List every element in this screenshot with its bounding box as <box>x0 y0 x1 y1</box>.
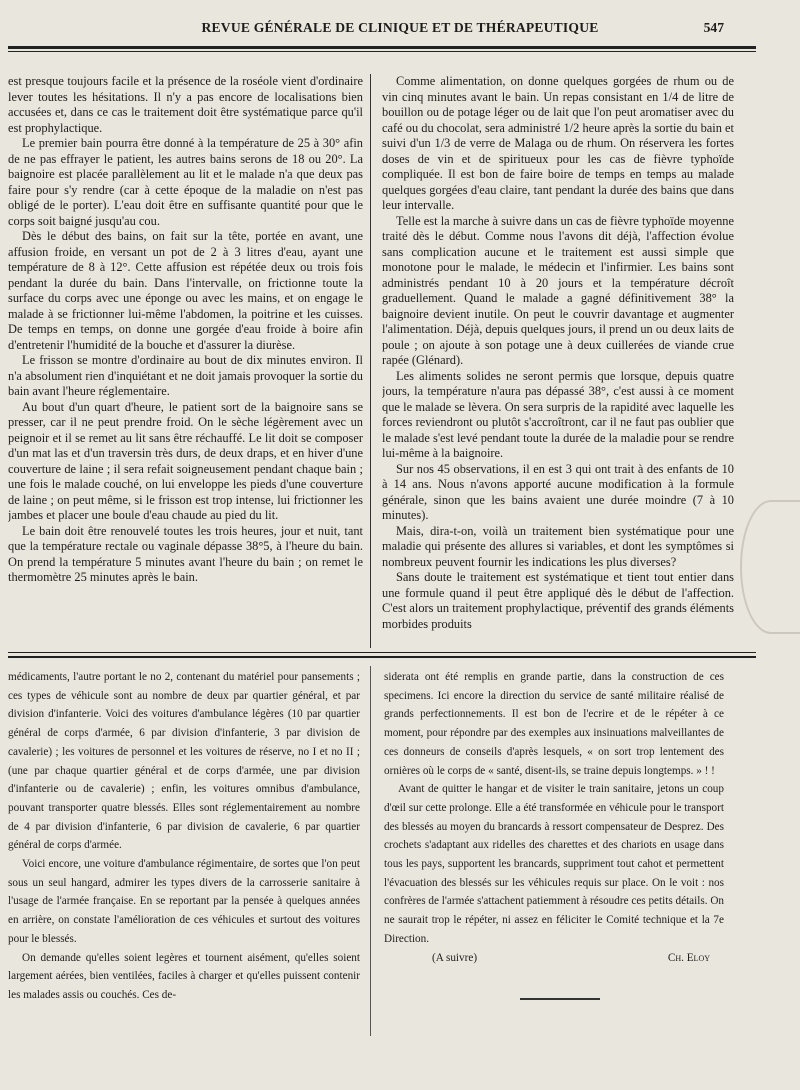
paragraph: Mais, dira-t-on, voilà un traitement bien systématique pour une maladie qui présente des allures si variables, et dont les symptômes si nombreux peuvent fournir les indications les plus diverses? <box>382 523 734 569</box>
paragraph: Comme alimentation, on donne quelques gorgées de rhum ou de vin cinq minutes avant le bain. Un repas consistant en 1/4 de litre de bouillon ou de potage léger ou de lait que l'on peut aromatiser avec du café ou du chocolat, sera administré 1/2 heure après la sortie du bain et suivi d'un 1/3 de verre de Malaga ou de rhum. On réservera les fortes doses de vin et de spiritueux pour les cas de fièvre typhoïde compliquée. Il est bon de faire boire de temps en temps au malade quelques gorgées d'eau claire, tant pendant la durée des bains que dans leur intervalle. <box>382 74 734 212</box>
column-divider <box>370 74 371 648</box>
to-be-continued: (A suivre) <box>432 951 478 964</box>
header-rule-thin <box>8 51 756 52</box>
paragraph: On demande qu'elles soient legères et tournent aisément, qu'elles soient largement aérées, bien ventilées, faciles à charger et qu'elles puissent contenir les malades assis ou couchés. Ces de- <box>8 951 360 1001</box>
section-rule-thick <box>8 656 756 658</box>
paragraph: Au bout d'un quart d'heure, le patient sort de la baignoire sans se presser, car il ne peut prendre froid. On le sèche légèrement avec un peignoir et il se remet au lit sans être réchauffé. Le lit doit se composer d'un mat las et d'un traversin très durs, de deux draps, et en hiver d'une couverture de laine ; il sera refait soigneusement pendant chaque bain ; une fois le malade couché, on lui enveloppe les pieds d'une couverture de laine ; on peut même, si le frisson est trop intense, lui frictionner les jambes et placer une boule d'eau chaude au pied du lit. <box>8 399 363 522</box>
signature-line <box>384 949 724 968</box>
upper-right-column <box>382 74 734 646</box>
lower-left-column <box>8 668 360 1048</box>
article-end-rule <box>520 998 600 1000</box>
header-rule <box>8 46 756 49</box>
paragraph: Le frisson se montre d'ordinaire au bout de dix minutes environ. Il n'a absolument rien d'inquiétant et ne doit jamais provoquer la sortie du bain avant l'heure réglementaire. <box>8 353 363 398</box>
paragraph: Voici encore, une voiture d'ambulance régimentaire, de sortes que l'on peut sous un seul hangard, admirer les types divers de la carrosserie sanitaire à l'usage de l'armée française. En se reportant par la pensée à quelques années en arrière, on constate l'amélioration de ces véhicules et surtout des voitures pour le blessés. <box>8 858 360 945</box>
paragraph: Dès le début des bains, on fait sur la tête, portée en avant, une affusion froide, en versant un pot de 2 à 3 litres d'eau, ayant une température de 8 à 12°. Cette affusion est répétée deux ou trois fois pendant la durée du bain. Dans l'intervalle, on frictionne toute la surface du corps avec une éponge ou avec les mains, et on engage le malade à se frictionner lui-même l'abdomen, la poitrine et les cuisses. De temps en temps, on donne une gorgée d'eau froide à boire afin d'entretenir l'humidité de la bouche et d'assurer la diurèse. <box>8 229 363 352</box>
author-signature: Ch. Eloy <box>667 951 710 964</box>
paragraph: Sans doute le traitement est systématique et tient tout entier dans une formule quand il peut être appliqué dès le début de l'affection. C'est alors un traitement prophylactique, préventif des grands éléments morbides produits <box>382 570 734 631</box>
paragraph: est presque toujours facile et la présence de la roséole vient d'ordinaire lever toutes les hésitations. Il n'y a pas encore de localisations bien accusées et, dans ce cas le traitement doit être systématique parce qu'il est prophylactique. <box>8 74 363 135</box>
paragraph: Le premier bain pourra être donné à la température de 25 à 30° afin de ne pas effrayer le patient, les autres bains serons de 18 ou 20°. La baignoire est placée parallèlement au lit et le malade n'a que deux pas faire pour s'y rendre (car à cette époque de la maladie on n'est pas obligé de le porter). L'eau doit être en suffisante quantité pour que le corps soit baigné jusqu'au cou. <box>8 136 363 228</box>
running-header: REVUE GÉNÉRALE DE CLINIQUE ET DE THÉRAPEUTIQUE <box>201 20 599 35</box>
paragraph: Le bain doit être renouvelé toutes les trois heures, jour et nuit, tant que la température rectale ou vaginale dépasse 38°5, à l'heure du bain. On prend la température 5 minutes avant l'heure du bain ; on remet le thermomètre 25 minutes après le bain. <box>8 523 363 584</box>
lower-column-divider <box>370 666 371 1036</box>
library-stamp <box>740 500 800 634</box>
paragraph: Sur nos 45 observations, il en est 3 qui ont trait à des enfants de 10 à 14 ans. Nous n'avons apporté aucune modification à la formule générale, sinon que les bains avaient une durée moindre (7 à 10 minutes). <box>382 461 734 522</box>
upper-left-column <box>8 74 363 646</box>
paragraph: médicaments, l'autre portant le no 2, contenant du matériel pour pansements ; ces types de véhicule sont au nombre de deux par quartier général, et par division d'infanterie. Voici des voitures d'ambulance légères (10 par quartier général de corps d'armée, 6 par division d'infanterie, 3 par division de cavalerie) ; les voitures de personnel et les voitures de réserve, no I et no II ; (une par chaque quartier général et de corps d'armée, une par division d'infanterie ou de cavalerie) ; enfin, les voitures omnibus d'ambulance, pouvant transporter quatre blessés. Elles sont réglementairement au nombre de 4 par division d'infanterie, 6 par division de cavalerie, 6 par quartier général de corps d'armée. <box>8 671 360 852</box>
page-number: 547 <box>703 20 724 35</box>
lower-right-column <box>384 668 724 1048</box>
paragraph: Les aliments solides ne seront permis que lorsque, depuis quatre jours, la température n'aura pas dépassé 38°, c'est aussi à ce moment que le malade se lèvera. On sera surpris de la rapidité avec laquelle les forces reviendront ou plutôt s'accroîtront, car il ne faut pas oublier que le malade s'est levé pendant toute la durée de la maladie pour se rendre lui-même à la baignoire. <box>382 368 734 460</box>
section-rule <box>8 652 756 653</box>
paragraph: siderata ont été remplis en grande partie, dans la construction de ces specimens. Ici encore la direction du service de santé militaire réalisé de grands perfectionnements. Il est bon de l'ecrire et de le répéter à ce moment, pour répondre par des exemples aux insinuations malveillantes de ces donneurs de conseils d'après lesquels, « on sort trop lentement des ornières où le corps de « santé, disent-ils, se traine depuis longtemps. » ! ! <box>384 671 724 777</box>
paragraph: Telle est la marche à suivre dans un cas de fièvre typhoïde moyenne traité dès le début. Comme nous l'avons dit déjà, l'affection évolue sans complication aucune et le traitement est aussi simple que monotone pour le malade, le médecin et l'infirmier. Les bains sont administrés pendant 10 à 20 jours et la température décroît graduellement. Quand le malade a gagné définitivement 38° la baignoire devient inutile. On peut le couvrir davantage et augmenter l'alimentation. Déjà, depuis quelques jours, il prend un ou deux laits de poule ; on ajoute à son potage une à deux cuillerées de viande crue rapée (Glénard). <box>382 213 734 367</box>
paragraph: Avant de quitter le hangar et de visiter le train sanitaire, jetons un coup d'œil sur cette prolonge. Elle a été transformée en véhicule pour le transport des blessés au moyen du brancards à ressort compensateur de Desprez. Des crochets s'adaptant aux ridelles des charettes et des chariots en usage dans tous les pays, supportent les brancards, suppriment tout cahot et permettent l'évacuation des blessés sur les véhicules requis sur place. On le voit : nos confrères de l'armée s'attachent patiemment à résoudre ces petits détails. On ne saurait trop le répéter, ni assez en féliciter le Comité technique et la 7e Direction. <box>384 783 724 945</box>
